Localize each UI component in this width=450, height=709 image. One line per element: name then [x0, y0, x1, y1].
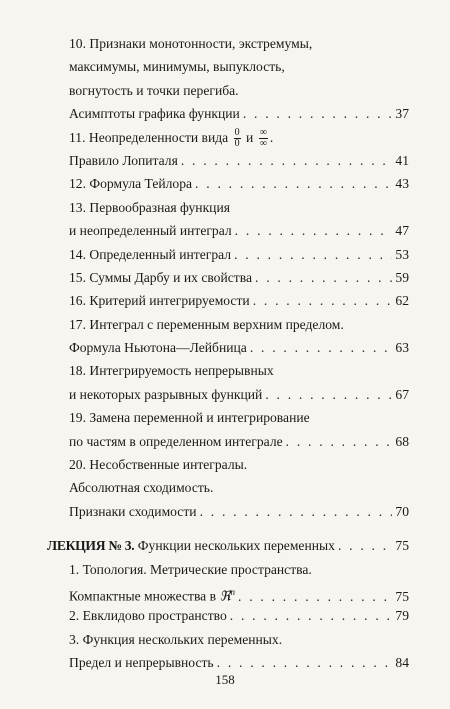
- toc-text: 16. Критерий интегрируемости: [69, 293, 250, 309]
- page-ref: 59: [395, 269, 409, 285]
- page-ref: 68: [395, 433, 409, 449]
- leader-dots: [250, 336, 393, 359]
- toc-entry: [69, 289, 409, 312]
- math-symbol: ℜ: [219, 588, 231, 604]
- toc-entry: [69, 581, 409, 604]
- toc-text: 15. Суммы Дарбу и их свойства: [69, 269, 252, 285]
- toc-text: и неопределенный интеграл: [69, 223, 232, 239]
- toc-text: 2. Евклидово пространство: [69, 608, 227, 624]
- leader-dots: [230, 604, 393, 627]
- toc-text: 12. Формула Тейлора: [69, 176, 193, 192]
- toc-text: Правило Лопиталя: [69, 152, 178, 168]
- page-ref: 62: [395, 293, 409, 309]
- toc-text: Абсолютная сходимость.: [69, 480, 214, 496]
- toc-entry: [69, 172, 409, 195]
- toc-text: 13. Первообразная функция: [69, 199, 230, 215]
- page-ref: 53: [395, 246, 409, 262]
- toc-line: [69, 406, 409, 429]
- page-ref: 79: [395, 608, 409, 624]
- toc-entry: [69, 219, 409, 242]
- table-of-contents: [47, 32, 409, 675]
- lecture-heading: [47, 534, 409, 557]
- toc-entry: [69, 500, 409, 523]
- toc-line: [69, 32, 409, 55]
- toc-text: и некоторых разрывных функций: [69, 386, 263, 402]
- lecture-label: ЛЕКЦИЯ № 3.: [47, 538, 135, 554]
- toc-entry: [69, 336, 409, 359]
- page-ref: 75: [395, 588, 409, 604]
- toc-text: максимумы, минимумы, выпуклость,: [69, 59, 285, 75]
- toc-line: [69, 628, 409, 651]
- leader-dots: [286, 430, 393, 453]
- toc-line: [69, 476, 409, 499]
- toc-entry: [69, 266, 409, 289]
- toc-text: 17. Интеграл с переменным верхним пределом.: [69, 316, 344, 332]
- page-number: 158: [215, 672, 235, 687]
- leader-dots: [243, 102, 393, 125]
- toc-entry: [69, 102, 409, 125]
- toc-entry: [69, 430, 409, 453]
- lecture-title: Функции нескольких переменных: [137, 538, 335, 554]
- math-superscript: n: [230, 586, 236, 597]
- toc-text: Асимптоты графика функции: [69, 106, 240, 122]
- leader-dots: [200, 500, 393, 523]
- toc-text: 11. Неопределенности вида: [69, 129, 229, 145]
- page-ref: 37: [395, 106, 409, 122]
- toc-text: 19. Замена переменной и интегрирование: [69, 410, 310, 426]
- toc-entry: [69, 383, 409, 406]
- toc-text: Компактные множества в: [69, 588, 217, 604]
- toc-text: по частям в определенном интеграле: [69, 433, 283, 449]
- toc-text: Предел и непрерывность: [69, 655, 214, 671]
- toc-text: 10. Признаки монотонности, экстремумы,: [69, 36, 313, 51]
- page-ref: 63: [395, 340, 409, 356]
- toc-line: 11. Неопределенности вида $\frac{0}{0}$ и $\frac{\infty}{\infty}$ .: [69, 126, 274, 149]
- toc-text: 3. Функция нескольких переменных.: [69, 631, 283, 647]
- leader-dots: [255, 266, 392, 289]
- toc-line: [69, 196, 409, 219]
- page-ref: 75: [395, 538, 409, 554]
- toc-line: [69, 453, 409, 476]
- toc-line: [69, 558, 409, 581]
- page-ref: 47: [395, 223, 409, 239]
- toc-entry: [69, 149, 409, 172]
- page-ref: 67: [395, 386, 409, 402]
- toc-line: [69, 313, 409, 336]
- toc-text: Признаки сходимости: [69, 503, 197, 519]
- page-ref: 41: [395, 152, 409, 168]
- leader-dots: [195, 172, 392, 195]
- toc-text: 14. Определенный интеграл: [69, 246, 232, 262]
- page-ref: 84: [395, 655, 409, 671]
- toc-line: [69, 55, 409, 78]
- leader-dots: [265, 383, 392, 406]
- toc-text: 20. Несобственные интегралы.: [69, 457, 248, 473]
- leader-dots: [235, 219, 393, 242]
- page-ref: 70: [395, 503, 409, 519]
- toc-text: 1. Топология. Метрические пространства.: [69, 561, 312, 577]
- leader-dots: [234, 243, 392, 266]
- toc-line: [69, 79, 409, 102]
- toc-text: 18. Интегрируемость непрерывных: [69, 363, 274, 379]
- fraction-inf-over-inf: $\frac{\infty}{\infty}$: [259, 126, 267, 149]
- leader-dots: [253, 289, 393, 312]
- leader-dots: [181, 149, 393, 172]
- fraction-zero-over-zero: $\frac{0}{0}$: [234, 126, 240, 149]
- toc-entry: [69, 604, 409, 627]
- toc-entry: [69, 243, 409, 266]
- toc-text: Формула Ньютона—Лейбница: [69, 340, 247, 356]
- page-ref: 43: [395, 176, 409, 192]
- toc-text: и: [246, 129, 254, 145]
- toc-text: вогнутость и точки перегиба.: [69, 82, 239, 98]
- toc-line: [69, 359, 409, 382]
- leader-dots: [338, 534, 392, 557]
